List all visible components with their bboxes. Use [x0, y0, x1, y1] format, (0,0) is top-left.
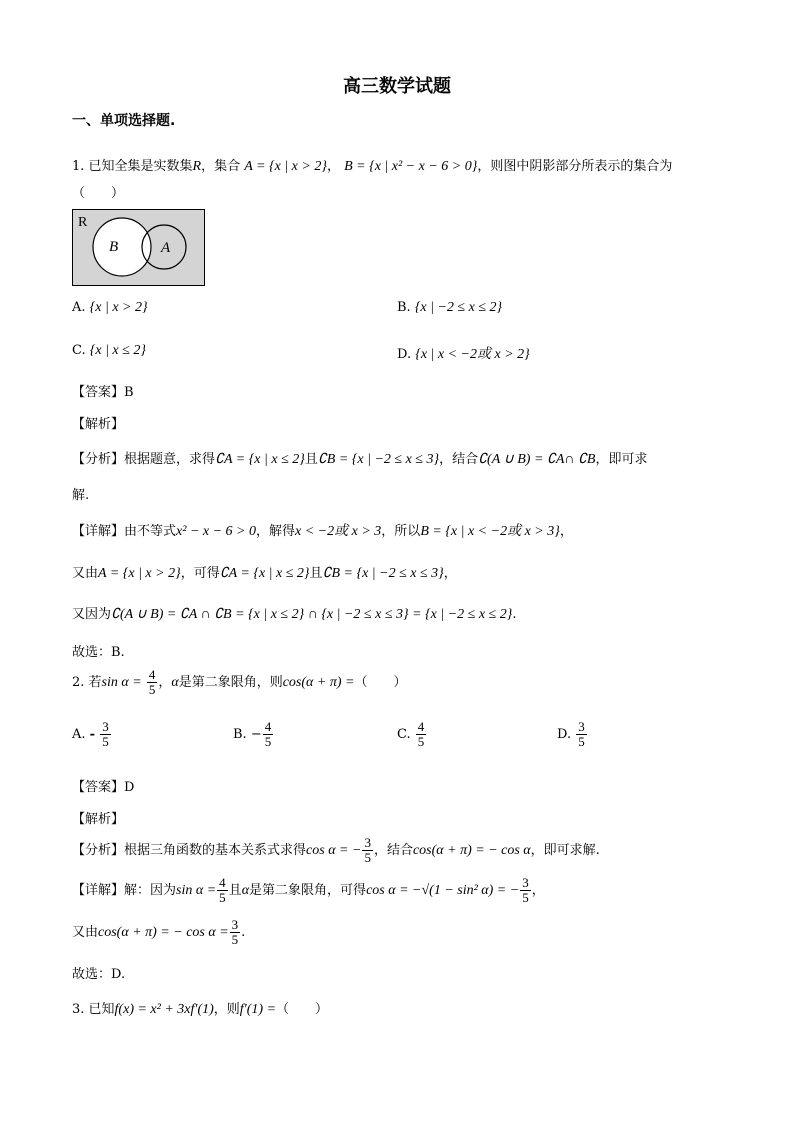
numerator: 3	[578, 719, 585, 734]
answer-tag: 【答案】	[72, 385, 125, 400]
text: ，即可求解.	[530, 843, 600, 858]
answer-value: D	[124, 780, 135, 795]
q2-xiangjie-2	[72, 918, 245, 947]
q2-option-a[interactable]	[72, 720, 112, 749]
text: ，结合	[439, 452, 479, 467]
denominator: 5	[264, 734, 272, 749]
math: ∁	[111, 607, 120, 622]
text: ，结合	[373, 843, 413, 858]
math: B	[586, 452, 596, 467]
numerator: 3	[364, 835, 371, 850]
option-label: B.	[233, 727, 247, 742]
q1-stem-text2: ，集合	[201, 159, 241, 174]
numerator: 4	[264, 719, 272, 734]
text: 且	[228, 883, 242, 898]
text: ，解得	[256, 524, 296, 539]
text: 2. 若	[72, 675, 102, 690]
denominator: 5	[417, 734, 425, 749]
math: A∩ ∁	[555, 452, 587, 467]
text: 根据题意，求得	[124, 452, 216, 467]
q1-xiangjie-2	[72, 562, 457, 582]
math: B = {x | x ≤ 2} ∩ {x | −2 ≤ x ≤ 3} = {x | −2 ≤ x ≤ 2}	[223, 607, 513, 622]
math: cos(α + π) = − cos α =	[98, 925, 229, 940]
text: 解：因为	[124, 883, 177, 898]
text: ，	[443, 566, 457, 581]
math: α	[241, 883, 250, 898]
option-label: B.	[397, 300, 411, 315]
text: ，则	[213, 1002, 240, 1017]
fraction	[263, 720, 274, 749]
denominator: 5	[522, 890, 529, 905]
text: ，	[531, 883, 545, 898]
denominator: 5	[364, 850, 371, 865]
math: cos(α + π) =	[282, 675, 355, 690]
sign: -	[89, 727, 96, 742]
q1-option-a[interactable]	[72, 300, 148, 316]
answer-value: B	[124, 385, 134, 400]
q1-option-b[interactable]	[397, 300, 502, 316]
q2-option-d[interactable]	[557, 720, 588, 749]
q2-answer	[72, 776, 134, 795]
fraction	[100, 720, 111, 749]
numerator: 3	[231, 917, 239, 932]
fraction	[147, 668, 158, 697]
q1-stem-r: R	[192, 159, 202, 174]
q1-comma: ，	[326, 159, 340, 174]
option-label: D.	[397, 347, 412, 362]
text: .	[512, 607, 517, 622]
option-label: A.	[72, 727, 86, 742]
text: ，	[158, 675, 172, 690]
fraction	[520, 876, 531, 905]
text: 且	[309, 566, 323, 581]
math: (A ∪ B) = ∁	[119, 607, 189, 622]
venn-label-a: A	[161, 240, 171, 256]
text: ，	[559, 524, 573, 539]
text: 又由	[72, 925, 99, 940]
fraction	[362, 836, 373, 865]
q1-set-a: A = {x | x > 2}	[244, 159, 327, 174]
q1-stem	[72, 155, 672, 175]
fraction	[576, 720, 587, 749]
q1-set-b: B = {x | x² − x − 6 > 0}	[344, 159, 478, 174]
venn-label-b: B	[109, 239, 119, 255]
option-label: D.	[557, 727, 572, 742]
option-text: {x | x ≤ 2}	[89, 343, 146, 358]
math: cos α = −	[306, 843, 362, 858]
option-text: {x | −2 ≤ x ≤ 2}	[414, 300, 503, 315]
math: ∁	[317, 452, 327, 467]
page-title: 高三数学试题	[343, 76, 451, 97]
q1-xiangjie-1	[72, 520, 573, 540]
q2-xiangjie-1	[72, 876, 545, 905]
denominator: 5	[219, 890, 226, 905]
venn-diagram	[72, 209, 205, 286]
option-text: {x | x < −2或 x > 2}	[415, 347, 530, 362]
text: 又由	[72, 566, 99, 581]
math: cos α = −√(1 − sin² α) = −	[366, 883, 520, 898]
q1-stem-text: 1. 已知全集是实数集	[72, 159, 193, 174]
math: α	[171, 675, 179, 690]
math: A = {x | x ≤ 2}	[223, 452, 305, 467]
q2-choose: 故选：D.	[72, 967, 126, 982]
text: 是第二象限角，可得	[249, 883, 367, 898]
numerator: 4	[219, 875, 226, 890]
q2-fenxi	[72, 836, 600, 865]
xiangjie-tag: 【详解】	[72, 883, 125, 898]
q1-answer	[72, 381, 134, 400]
xiangjie-tag: 【详解】	[72, 524, 125, 539]
q2-option-b[interactable]	[233, 720, 274, 749]
venn-label-r: R	[78, 215, 88, 230]
q2-analysis-tag: 【解析】	[72, 812, 125, 827]
text: ，所以	[381, 524, 421, 539]
option-text: {x | x > 2}	[89, 300, 148, 315]
section-heading: 一、单项选择题.	[72, 113, 176, 129]
q1-analysis-tag: 【解析】	[72, 417, 125, 432]
denominator: 5	[148, 682, 156, 697]
math: sin α =	[176, 883, 217, 898]
answer-tag: 【答案】	[72, 780, 125, 795]
text: ，即可求	[595, 452, 648, 467]
text: 且	[304, 452, 318, 467]
denominator: 5	[231, 932, 239, 947]
math: B = {x | x < −2或 x > 3}	[420, 524, 560, 539]
fraction	[230, 918, 241, 947]
fraction	[416, 720, 427, 749]
text: 3. 已知	[72, 1002, 115, 1017]
q1-option-d[interactable]	[397, 343, 530, 363]
text: （ ）	[354, 675, 407, 690]
q2-stem	[72, 668, 406, 697]
text: ，可得	[180, 566, 220, 581]
q1-fenxi	[72, 448, 647, 468]
fraction	[217, 876, 228, 905]
q1-paren: （ ）	[72, 186, 125, 201]
math: B = {x | −2 ≤ x ≤ 3}	[331, 566, 444, 581]
sign: −	[250, 727, 262, 742]
option-label: A.	[72, 300, 86, 315]
text: （ ）	[276, 1002, 329, 1017]
q1-choose: 故选：B.	[72, 645, 125, 660]
math: ∁	[478, 452, 488, 467]
q1-stem-text3: ，则图中阴影部分所表示的集合为	[477, 159, 673, 174]
q1-option-c[interactable]	[72, 343, 146, 359]
q1-xiangjie-3	[72, 603, 516, 623]
math: x² − x − 6 > 0	[176, 524, 256, 539]
q3-stem	[72, 998, 328, 1018]
math: f(x) = x² + 3xf′(1)	[114, 1002, 214, 1017]
denominator: 5	[578, 734, 585, 749]
math: ∁	[322, 566, 332, 581]
math: (A ∪ B) = ∁	[487, 452, 556, 467]
math: ∁	[215, 452, 224, 467]
math: A ∩ ∁	[188, 607, 224, 622]
option-label: C.	[72, 343, 86, 358]
text: .	[241, 925, 246, 940]
text: 又因为	[72, 607, 112, 622]
numerator: 3	[522, 875, 529, 890]
numerator: 4	[417, 719, 425, 734]
text: 根据三角函数的基本关系式求得	[124, 843, 307, 858]
q2-option-c[interactable]	[397, 720, 427, 749]
math: A = {x | x > 2}	[98, 566, 181, 581]
numerator: 4	[148, 667, 156, 682]
text: 由不等式	[124, 524, 177, 539]
fenxi-tag: 【分析】	[72, 843, 125, 858]
math: x < −2或 x > 3	[295, 524, 382, 539]
numerator: 3	[102, 719, 109, 734]
math: cos(α + π) = − cos α	[412, 843, 531, 858]
math: sin α =	[101, 675, 142, 690]
math: B = {x | −2 ≤ x ≤ 3}	[326, 452, 440, 467]
math: A = {x | x ≤ 2}	[228, 566, 310, 581]
math: ∁	[219, 566, 229, 581]
q1-fenxi-end: 解.	[72, 488, 90, 503]
text: 是第二象限角，则	[178, 675, 283, 690]
denominator: 5	[102, 734, 109, 749]
option-label: C.	[397, 727, 411, 742]
fenxi-tag: 【分析】	[72, 452, 125, 467]
math: f′(1) =	[239, 1002, 277, 1017]
